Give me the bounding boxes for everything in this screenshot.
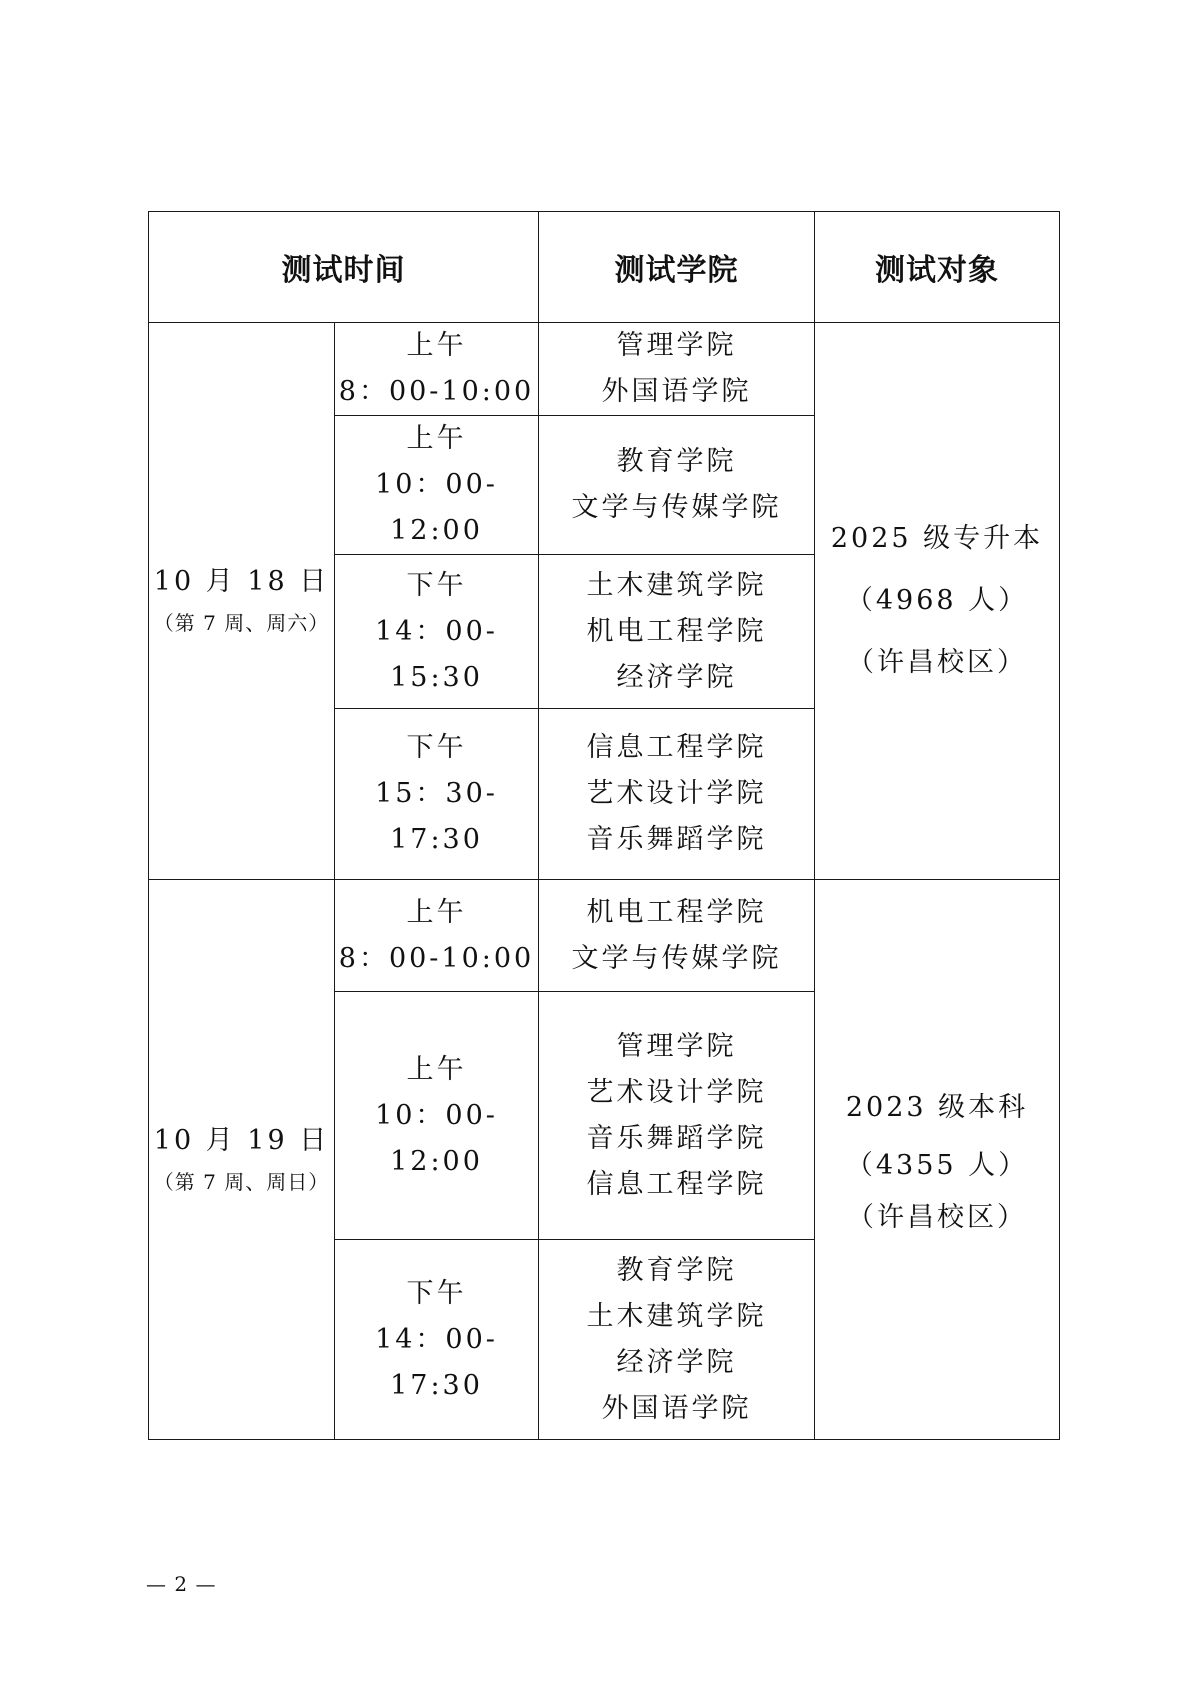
time-label: 10：00-12:00 — [375, 1099, 498, 1177]
session-time-cell — [335, 416, 539, 555]
period-label: 上午 — [406, 1053, 467, 1085]
college-cell — [539, 416, 815, 555]
date-cell — [149, 323, 335, 880]
target-cell — [815, 323, 1060, 880]
session-time-cell — [335, 880, 539, 992]
college-name: 信息工程学院 — [586, 732, 767, 763]
target-cell — [815, 880, 1060, 1440]
target-grade: 2023 级本科 — [845, 1091, 1029, 1123]
college-name: 机电工程学院 — [586, 615, 767, 647]
date-label: 10 月 18 日 — [153, 566, 330, 597]
college-name: 教育学院 — [616, 446, 737, 477]
target-count: （4355 人） — [845, 1149, 1029, 1181]
header-college: 测试学院 — [539, 212, 815, 323]
target-campus: （许昌校区） — [847, 1201, 1027, 1233]
date-cell — [149, 880, 335, 1440]
week-label: （第 7 周、周日） — [153, 1169, 330, 1194]
period-label: 上午 — [406, 423, 467, 454]
session-time-cell — [335, 555, 539, 709]
schedule-table — [148, 211, 1060, 1440]
college-cell — [539, 880, 815, 992]
college-name: 外国语学院 — [601, 376, 752, 407]
session-time-cell — [335, 992, 539, 1240]
date-label: 10 月 19 日 — [153, 1124, 330, 1156]
session-time-cell — [335, 1240, 539, 1440]
period-label: 下午 — [406, 569, 467, 601]
session-time-cell — [335, 709, 539, 880]
period-label: 下午 — [406, 732, 467, 763]
target-campus: （许昌校区） — [847, 647, 1027, 678]
period-label: 下午 — [406, 1277, 467, 1309]
college-name: 文学与传媒学院 — [571, 492, 782, 523]
page-number: — 2 — — [146, 1572, 217, 1596]
target-grade: 2025 级专升本 — [830, 523, 1044, 554]
time-label: 10：00-12:00 — [375, 469, 498, 546]
time-label: 15：30-17:30 — [375, 778, 498, 855]
target-count: （4968 人） — [845, 585, 1029, 616]
college-name: 土木建筑学院 — [586, 1300, 767, 1332]
session-time-cell — [335, 323, 539, 416]
college-name: 艺术设计学院 — [586, 778, 767, 809]
college-name: 教育学院 — [616, 1254, 737, 1286]
college-name: 文学与传媒学院 — [571, 942, 782, 974]
college-name: 外国语学院 — [601, 1392, 752, 1424]
table-row — [149, 880, 1060, 992]
week-label: （第 7 周、周六） — [153, 611, 330, 635]
college-cell — [539, 992, 815, 1240]
time-label: 8：00-10:00 — [338, 376, 535, 407]
college-cell — [539, 1240, 815, 1440]
college-name: 管理学院 — [616, 330, 737, 361]
header-target: 测试对象 — [815, 212, 1060, 323]
time-label: 14：00-17:30 — [375, 1323, 498, 1401]
header-row — [149, 212, 1060, 323]
time-label: 14：00-15:30 — [375, 615, 498, 693]
college-name: 经济学院 — [616, 1346, 737, 1378]
college-name: 艺术设计学院 — [586, 1076, 767, 1108]
period-label: 上午 — [406, 896, 467, 928]
period-label: 上午 — [406, 330, 467, 361]
time-label: 8：00-10:00 — [338, 942, 535, 974]
college-cell — [539, 323, 815, 416]
college-cell — [539, 709, 815, 880]
college-name: 土木建筑学院 — [586, 569, 767, 601]
table-row — [149, 323, 1060, 416]
college-name: 信息工程学院 — [586, 1168, 767, 1200]
college-name: 经济学院 — [616, 661, 737, 693]
college-cell — [539, 555, 815, 709]
college-name: 音乐舞蹈学院 — [586, 824, 767, 855]
college-name: 音乐舞蹈学院 — [586, 1122, 767, 1154]
college-name: 机电工程学院 — [586, 896, 767, 928]
header-time: 测试时间 — [149, 212, 539, 323]
college-name: 管理学院 — [616, 1030, 737, 1062]
